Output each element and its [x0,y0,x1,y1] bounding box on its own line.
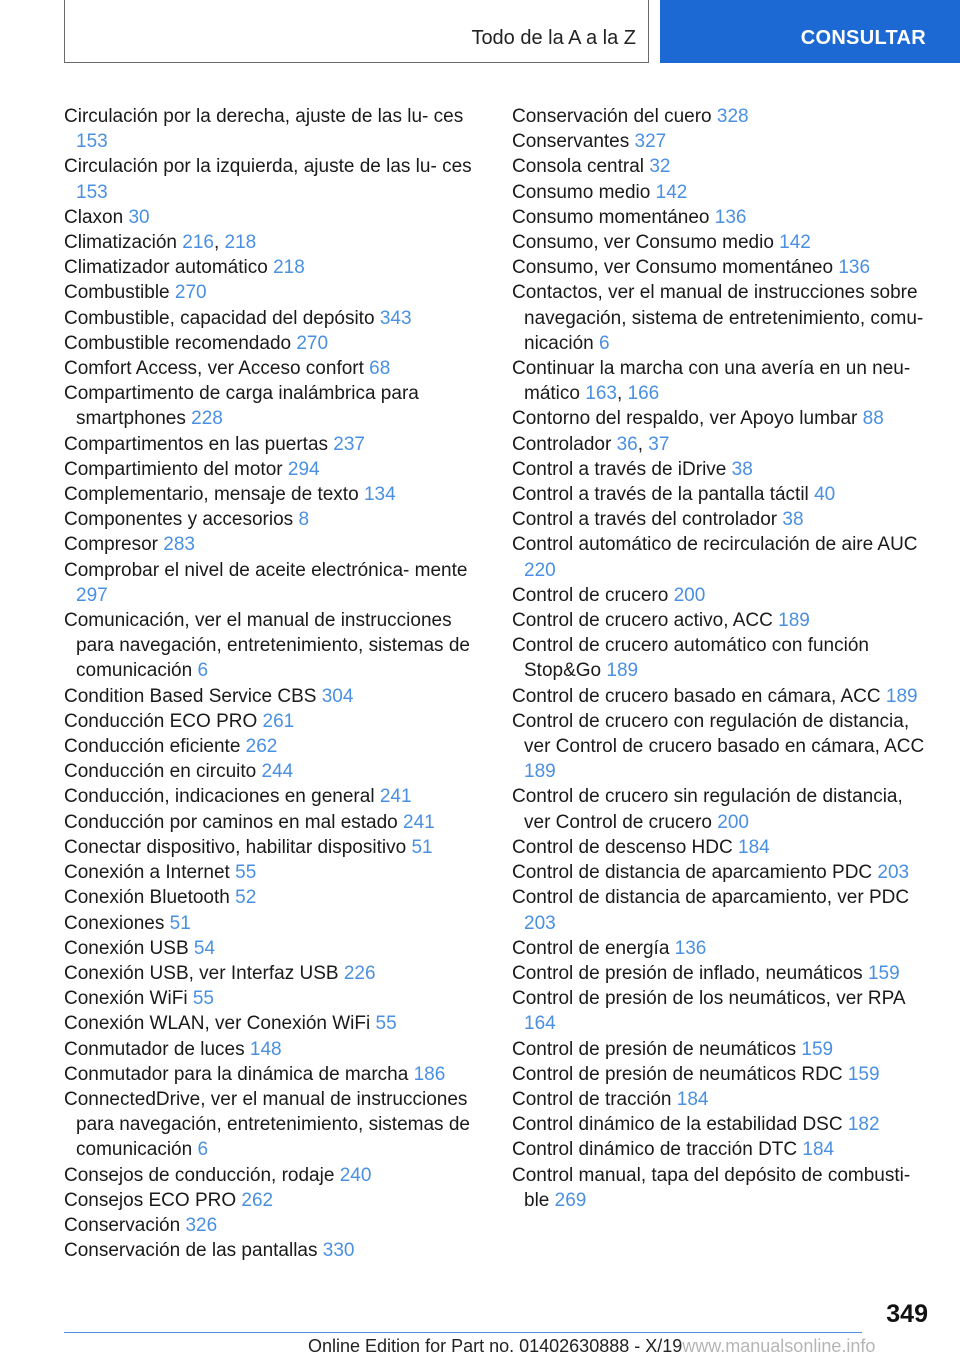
index-entry-term: Conexiones [64,912,165,934]
page-reference-link[interactable]: 51 [411,836,433,858]
index-entry-term: Consejos de conducción, rodaje [64,1164,335,1186]
page-reference-link[interactable]: 40 [814,484,836,506]
page-reference-link[interactable]: 343 [379,307,412,329]
index-entry [64,734,484,759]
page-reference-link[interactable]: 240 [339,1164,372,1186]
index-entry [512,129,932,154]
index-entry-term: Consumo, ver Consumo momentáneo [512,257,834,279]
tab-consultar[interactable] [660,0,960,63]
index-entry [64,608,484,684]
page-reference-link[interactable]: 184 [676,1088,709,1110]
index-entry [512,709,932,785]
index-entry-term: Control de tracción [512,1088,672,1110]
footer-edition: Online Edition for Part no. 01402630888 - X/19 [308,1336,683,1356]
index-entry-term: Conducción, indicaciones en general [64,786,375,808]
index-entry-term: Control manual, tapa del depósito de combusti‐ ble [512,1164,911,1211]
index-entry [512,154,932,179]
page-reference-link[interactable]: 328 [716,106,749,127]
index-entry-term: Control a través del controlador [512,509,778,531]
index-entry [512,104,932,129]
page-reference-link[interactable]: 38 [782,509,804,531]
index-entry [64,558,484,608]
index-entry-term: Control de distancia de aparcamiento PDC [512,862,873,884]
index-entry-term: Control de crucero sin regulación de distancia, ver Control de crucero [512,786,903,833]
index-entry-term: Conducción eficiente [64,736,241,758]
page-reference-link[interactable]: 220 [524,559,556,581]
index-entry-term: Control de crucero [512,584,669,606]
page-reference-link[interactable]: 294 [287,458,320,480]
index-entry [64,457,484,482]
index-entry [512,180,932,205]
index-entry-term: Contorno del respaldo, ver Apoyo lumbar [512,408,858,430]
index-entry [512,532,932,582]
index-entry-term: Componentes y accesorios [64,509,294,531]
index-entry-term: Circulación por la izquierda, ajuste de las lu‐ ces [64,156,472,178]
index-entry-term: Claxon [64,206,124,228]
page-reference-link[interactable]: 283 [163,534,195,556]
page-reference-link[interactable]: 6 [599,332,610,354]
index-entry-term: Control a través de iDrive [512,458,727,480]
page-reference-link[interactable]: 184 [802,1139,835,1161]
index-entry-term: Compresor [64,534,158,556]
page-reference-link[interactable]: 153 [76,131,108,153]
page-reference-link[interactable]: 88 [862,408,884,430]
page-reference-link[interactable]: 136 [714,206,747,228]
index-entry-term: Controlador [512,433,612,455]
index-entry-term: Consola central [512,156,645,178]
index-entry [512,482,932,507]
index-entry-term: Comunicación, ver el manual de instrucciones para navegación, entretenimiento, sistemas de comunicación [64,610,470,682]
index-entry-term: Compartimentos en las puertas [64,433,329,455]
page-reference-link[interactable]: 200 [717,811,749,833]
page-reference-link[interactable]: 68 [369,358,391,380]
index-entry-term: Comfort Access, ver Acceso confort [64,358,364,380]
index-column-right [512,104,932,1213]
tab-a-to-z-label: Todo de la A a la Z [471,27,636,49]
index-entry [512,1112,932,1137]
index-entry-term: Compartimiento del motor [64,458,283,480]
index-entry [64,381,484,431]
page-reference-link[interactable]: 153 [76,181,108,203]
footer-divider [64,1332,862,1333]
page-reference-link[interactable]: 262 [245,736,278,758]
index-entry [64,331,484,356]
page-reference-link[interactable]: 228 [191,408,223,430]
page-reference-link[interactable]: 326 [185,1214,218,1236]
index-entry [64,1062,484,1087]
page-reference-link[interactable]: 32 [649,156,671,178]
index-entry [64,860,484,885]
index-entry [64,1011,484,1036]
index-entry-term: Control automático de recirculación de aire AUC [512,534,918,556]
index-entry [512,835,932,860]
index-entry-term: Conmutador para la dinámica de marcha [64,1063,409,1085]
index-entry-term: Consumo, ver Consumo medio [512,232,774,254]
index-entry-term: Comprobar el nivel de aceite electrónica‐ mente [64,559,468,581]
index-entry-term: Conducción en circuito [64,761,257,783]
index-entry [64,810,484,835]
index-entry [64,482,484,507]
index-entry [64,911,484,936]
page-reference-link[interactable]: 54 [193,937,216,959]
index-entry [64,885,484,910]
index-entry-term: Conservación del cuero [512,106,712,127]
footer [308,1336,875,1357]
index-entry [512,961,932,986]
index-entry-term: Conducción por caminos en mal estado [64,811,398,833]
page-reference-link[interactable]: 226 [343,962,376,984]
index-entry [512,255,932,280]
index-entry-term: Conmutador de luces [64,1038,245,1060]
page-reference-link[interactable]: 159 [867,962,900,984]
page-reference-link[interactable]: 55 [375,1013,397,1035]
index-entry-term: Control de crucero basado en cámara, ACC [512,685,881,707]
page-reference-link[interactable]: 142 [779,232,811,254]
page-reference-link[interactable]: 37 [648,433,670,455]
page-reference-link[interactable]: 136 [674,937,707,959]
page-reference-link[interactable]: 200 [673,584,706,606]
index-entry [64,432,484,457]
tab-consultar-label: CONSULTAR [800,27,926,49]
page-reference-link[interactable]: 36 [616,433,638,455]
page-reference-link[interactable]: 304 [321,685,354,707]
index-entry [64,104,484,154]
page-reference-link[interactable]: 270 [296,332,329,354]
page-reference-link[interactable]: 330 [322,1240,355,1262]
index-entry [512,457,932,482]
index-entry [512,1087,932,1112]
page-reference-link[interactable]: 186 [413,1063,446,1085]
index-entry [64,306,484,331]
index-entry-term: Conectar dispositivo, habilitar dispositivo [64,836,407,858]
index-entry [512,633,932,683]
page-reference-link[interactable]: 244 [261,761,294,783]
page-reference-link[interactable]: 166 [627,383,660,405]
page-reference-link[interactable]: 218 [273,257,305,279]
page-reference-link[interactable]: 182 [847,1114,880,1136]
footer-watermark: www.manualsonline.info [682,1336,876,1356]
index-entry-term: Conservación de las pantallas [64,1240,318,1262]
page-reference-link[interactable]: 269 [554,1189,587,1211]
page-reference-link[interactable]: 8 [298,509,310,531]
index-entry-term: Control de crucero activo, ACC [512,610,773,632]
index-entry [64,1213,484,1238]
index-entry [64,784,484,809]
index-entry [512,936,932,961]
index-entry [64,1087,484,1163]
page-reference-link[interactable]: 203 [877,862,910,884]
page-reference-link[interactable]: 163 [585,383,617,405]
page-reference-link[interactable]: 218 [224,232,257,254]
index-entry-term: Conexión WiFi [64,988,188,1010]
index-entry-term: Climatizador automático [64,257,268,279]
page-reference-link[interactable]: 55 [192,988,214,1010]
index-entry-term: Compartimento de carga inalámbrica para smartphones [64,383,419,430]
index-entry [512,684,932,709]
index-entry [64,961,484,986]
page-reference-link[interactable]: 189 [885,685,918,707]
index-entry-term: Consumo medio [512,181,651,203]
index-entry [512,860,932,885]
index-entry [64,936,484,961]
index-entry-term: Conducción ECO PRO [64,710,258,732]
index-entry-term: Control de presión de neumáticos [512,1038,797,1060]
index-entry [64,1163,484,1188]
page-reference-link[interactable]: 55 [235,862,257,884]
index-entry [512,885,932,935]
index-entry [64,205,484,230]
top-navigation [0,0,960,68]
page-reference-link[interactable]: 327 [634,131,667,153]
page-reference-link[interactable]: 189 [778,610,810,632]
page-reference-link[interactable]: 164 [524,1013,556,1035]
index-entry-term: Circulación por la derecha, ajuste de las lu‐ ces [64,106,464,127]
index-entry-term: Control de distancia de aparcamiento, ver PDC [512,887,910,909]
index-entry-term: Control dinámico de tracción DTC [512,1139,798,1161]
index-entry: Continuar la marcha con una avería en un neu‐ mático 163, 166 [512,358,911,405]
page-reference-link[interactable]: 134 [363,484,396,506]
page-reference-link[interactable]: 6 [197,1139,209,1161]
index-entry [64,280,484,305]
page-reference-link[interactable]: 159 [801,1038,834,1060]
index-entry-term: Combustible recomendado [64,332,292,354]
page-reference-link[interactable]: 159 [847,1063,880,1085]
page-reference-link[interactable]: 189 [524,761,556,783]
index-entry-term: Combustible, capacidad del depósito [64,307,375,329]
page-reference-link[interactable]: 51 [169,912,191,934]
index-entry [512,1037,932,1062]
page-reference-link[interactable]: 189 [606,660,639,682]
index-entry-term: Control de descenso HDC [512,836,733,858]
index-entry [64,1238,484,1263]
index-entry [64,356,484,381]
page-reference-link[interactable]: 237 [333,433,365,455]
index-entry [64,255,484,280]
index-entry: Controlador 36, 37 [512,433,670,455]
index-entry [512,507,932,532]
page-reference-link[interactable]: 203 [524,912,556,934]
index-entry [64,684,484,709]
index-entry [512,205,932,230]
index-entry [512,230,932,255]
page-reference-link[interactable]: 142 [655,181,688,203]
index-entry [512,1137,932,1162]
index-entry-term: Conexión USB, ver Interfaz USB [64,962,339,984]
index-entry [64,507,484,532]
page-reference-link[interactable]: 148 [249,1038,282,1060]
index-entry [512,280,932,356]
page-reference-link[interactable]: 241 [379,786,412,808]
index-entry-term: Contactos, ver el manual de instrucciones sobre navegación, sistema de entretenimiento, comu‐ nicación [512,282,924,354]
page-reference-link[interactable]: 6 [197,660,209,682]
index-entry [512,608,932,633]
page-reference-link[interactable]: 184 [738,836,770,858]
index-entry [64,532,484,557]
index-entry-term: Conexión a Internet [64,862,230,884]
index-entry-term: Conexión USB [64,937,189,959]
index-entry-term: Combustible [64,282,170,304]
index-entry [64,835,484,860]
index-entry-term: Control de energía [512,937,670,959]
index-entry: Climatización 216, 218 [64,232,257,254]
index-entry [64,759,484,784]
index-entry [512,406,932,431]
index-entry-term: Control de presión de inflado, neumáticos [512,962,863,984]
index-entry-term: Conexión Bluetooth [64,887,230,909]
index-entry-term: Condition Based Service CBS [64,685,317,707]
index-entry-term: Conservantes [512,131,630,153]
index-entry [64,1037,484,1062]
index-entry-term: Control de crucero automático con función Stop&Go [512,635,869,682]
index-entry-term: Control de presión de los neumáticos, ver RPA [512,988,905,1010]
index-entry [512,986,932,1036]
index-entry [512,1163,932,1213]
index-entry-term: ConnectedDrive, ver el manual de instrucciones para navegación, entretenimiento, sistemas de comunicación [64,1088,470,1161]
page-number: 349 [886,1300,928,1328]
page-reference-link[interactable]: 270 [174,282,207,304]
page-reference-link[interactable]: 216 [182,232,214,254]
page-reference-link[interactable]: 30 [128,206,150,228]
index-entry-term: Conservación [64,1214,181,1236]
index-entry-term: Complementario, mensaje de texto [64,484,359,506]
index-entry-term: Conexión WLAN, ver Conexión WiFi [64,1013,371,1035]
index-entry-term: Consumo momentáneo [512,206,710,228]
page-reference-link[interactable]: 136 [838,257,871,279]
page-reference-link[interactable]: 241 [403,811,435,833]
index-entry-term: Control a través de la pantalla táctil [512,484,809,506]
index-entry [64,1188,484,1213]
page-reference-link[interactable]: 262 [241,1189,274,1211]
index-entry [512,1062,932,1087]
index-entry-term: Control de crucero con regulación de distancia, ver Control de crucero basado en cámara, ACC [512,710,925,758]
index-entry-term: Control de presión de neumáticos RDC [512,1063,843,1085]
index-entry-term: Control dinámico de la estabilidad DSC [512,1114,843,1136]
index-entry [512,583,932,608]
tab-a-to-z[interactable] [64,0,649,63]
index-entry-term: Consejos ECO PRO [64,1189,237,1211]
page-reference-link[interactable]: 297 [76,584,108,606]
index-entry [64,154,484,204]
index-entry [512,784,932,834]
index-entry [64,709,484,734]
page-reference-link[interactable]: 261 [262,710,295,732]
page-reference-link[interactable]: 52 [235,887,257,909]
page-reference-link[interactable]: 38 [731,458,753,480]
index-entry-term: Climatización [64,232,177,254]
index-entry-term: Continuar la marcha con una avería en un neu‐ mático [512,358,911,405]
index-column-left [64,104,484,1263]
index-entry [64,986,484,1011]
